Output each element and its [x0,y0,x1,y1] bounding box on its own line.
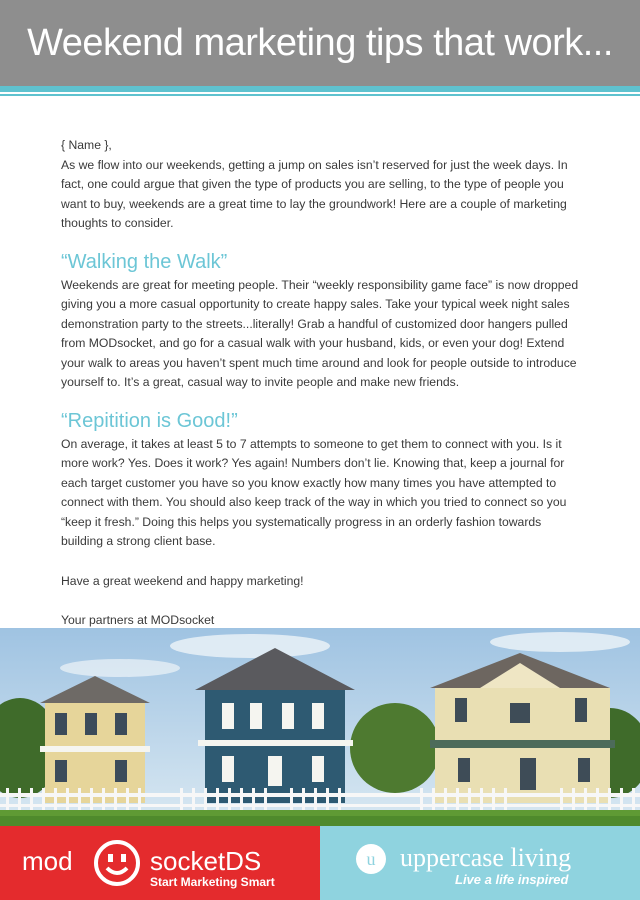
signature: Your partners at MODsocket [61,613,215,627]
houses-photo [0,628,640,826]
svg-text:u: u [366,849,376,869]
modsocket-tagline: Start Marketing Smart [150,875,275,889]
section2-heading: “Repitition is Good!” [61,409,238,432]
uppercase-brand-text: uppercase living [400,843,572,872]
closing-line: Have a great weekend and happy marketing! [61,573,304,588]
section2-body: On average, it takes at least 5 to 7 attempts to someone to get them to connect with you. Is it more work? Yes. Does it work? Yes again! Numbers don’t lie. Knowing that, keep a journal for each target customer you have so you know exactly how many times you have attempted to connect with them. You should also keep track of the way in which you tried to connect so you “keep it fresh.” Doing this helps you systematically progress in an orderly fashion towards building a strong client base. [61,436,567,548]
u-badge-icon [354,842,388,881]
accent-stripe-thin [0,94,640,96]
header-banner [0,0,640,86]
greeting: { Name }, [61,138,112,152]
brand-socket-text: socketDS [150,846,262,876]
page-title: Weekend marketing tips that work... [27,22,613,64]
letter-body [61,136,581,631]
smiley-logo-icon [92,838,142,893]
brand-mod-text: mod [22,846,73,876]
uppercase-logo-panel [320,826,640,900]
section1-body: Weekends are great for meeting people. Their “weekly responsibility game face” is now dropped giving you a more casual opportunity to create happy sales. Take your typical week night sales demonstration party to the streets...literally! Grab a handful of customized door hangers pulled from MODsocket, and go for a casual walk with your husband, kids, or even your dog! Extend your walk to areas you haven’t spent much time around and look for people outside to introduce yourself to. It’s a great, casual way to invite people and make new friends. [61,277,579,389]
intro-paragraph: As we flow into our weekends, getting a jump on sales isn’t reserved for just the week days. In fact, one could argue that given the type of products you are selling, to the type of people you want to buy, weekends are a great time to lay the groundwork! Here are a couple of marketing thoughts to consider. [61,157,568,230]
modsocket-logo-panel [0,826,320,900]
section1-heading: “Walking the Walk” [61,250,228,273]
uppercase-tagline: Live a life inspired [455,872,569,887]
